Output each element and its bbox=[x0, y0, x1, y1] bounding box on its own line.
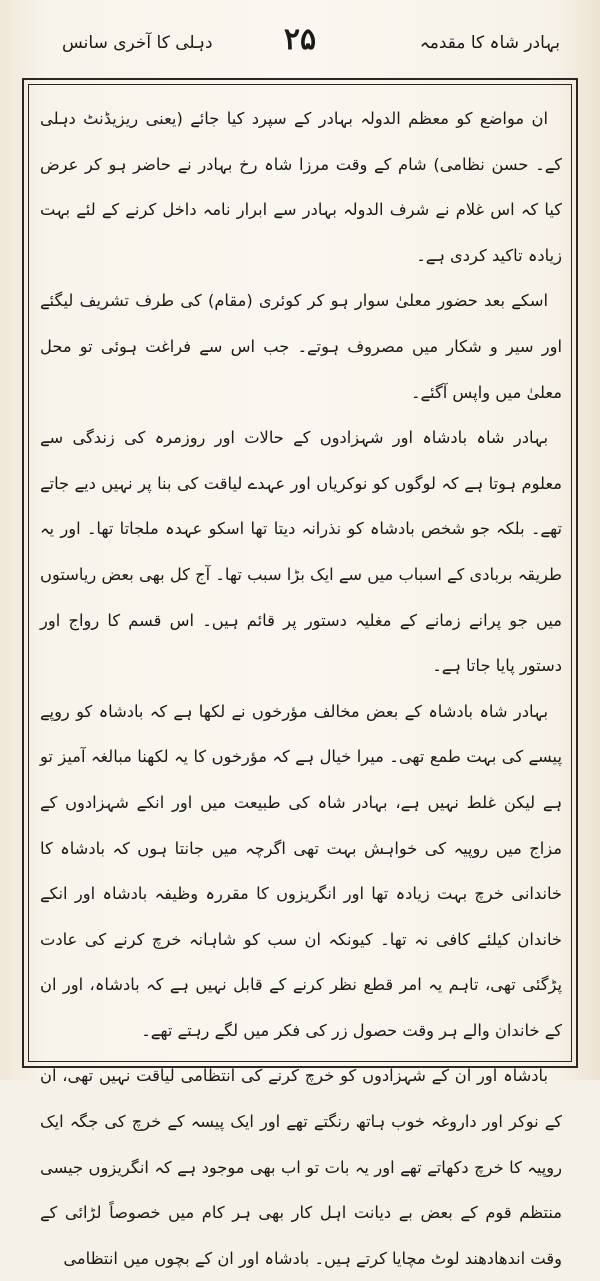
page-header bbox=[40, 22, 560, 62]
paragraph: بہادر شاہ بادشاہ کے بعض مخالف مؤرخوں نے لکھا ہے کہ بادشاہ کو روپے پیسے کی بہت طمع تھی۔ میرا خیال ہے کہ مؤرخوں کا یہ لکھنا مبالغہ آمیز تو ہے لیکن غلط نہیں ہے، بہادر شاہ کی طبیعت میں اور انکے شہزادوں کے مزاج میں روپیہ کی خواہش بہت تھی اگرچہ میں جانتا ہوں کہ بادشاہ کا خاندانی خرچ بہت زیادہ تھا اور انگریزوں کا مقررہ وظیفہ بادشاہ اور انکے خاندان کیلئے کافی نہ تھا۔ کیونکہ ان سب کو شاہانہ خرچ کرنے کی عادت پڑگئی تھی، تاہم یہ امر قطع نظر کرنے کے قابل نہیں ہے کہ بادشاہ، اور ان کے خاندان والے ہر وقت حصول زر کی فکر میں لگے رہتے تھے۔ bbox=[40, 701, 562, 1040]
page-body bbox=[40, 96, 562, 1268]
page-number: ۲۵ bbox=[283, 22, 317, 57]
text-border-frame bbox=[22, 78, 578, 1268]
paragraph: اسکے بعد حضور معلیٰ سوار ہو کر کوئری (مقام) کی طرف تشریف لیگئے اور سیر و شکار میں مصروف ہوتے۔ جب اس سے فراغت ہوئی تو محل معلیٰ میں واپس آگئے۔ bbox=[40, 291, 562, 402]
paragraph: بادشاہ اور ان کے شہزادوں کو خرچ کرنے کی انتظامی لیاقت نہیں تھی، ان کے نوکر اور داروغہ خوب ہاتھ رنگتے تھے اور ایک پیسہ کے خرچ کی جگہ ایک روپیہ کا خرچ دکھاتے تھے اور یہ بات تو اب بھی موجود ہے کہ انگریزوں جیسی منتظم قوم کے بعض بے دیانت اہل کار بھی ہر کام میں خصوصاً لڑائی کے وقت اندھادھند لوٹ مچایا کرتے ہیں۔ بادشاہ اور ان کے بچوں میں انتظامی bbox=[40, 1066, 562, 1268]
header-right-title: بہادر شاہ کا مقدمہ bbox=[419, 33, 560, 53]
paragraph: بہادر شاہ بادشاہ اور شہزادوں کے حالات اور روزمرہ کی زندگی سے معلوم ہوتا ہے کہ لوگوں کو نوکریاں اور عہدے لیاقت کی بنا پر نہیں دیے جاتے تھے۔ بلکہ جو شخص بادشاہ کو نذرانہ دیتا تھا اسکو عہدہ ملجاتا تھا۔ اور یہ طریقہ بربادی کے اسباب میں سے ایک بڑا سبب تھا۔ آج کل بھی بعض ریاستوں میں جو پرانے زمانے کے مغلیہ دستور پر قائم ہیں۔ اس قسم کا رواج اور دستور پایا جاتا ہے۔ bbox=[40, 428, 562, 676]
header-left-title: دہلی کا آخری سانس bbox=[62, 33, 213, 53]
paragraph: ان مواضع کو معظم الدولہ بہادر کے سپرد کیا جائے (یعنی ریزیڈنٹ دہلی کے۔ حسن نظامی) شام کے وقت مرزا شاہ رخ بہادر نے حاضر ہو کر عرض کیا کہ اس غلام نے شرف الدولہ بہادر سے ابرار نامہ داخل کرنے کے لئے بہت زیادہ تاکید کردی ہے۔ bbox=[40, 109, 562, 265]
